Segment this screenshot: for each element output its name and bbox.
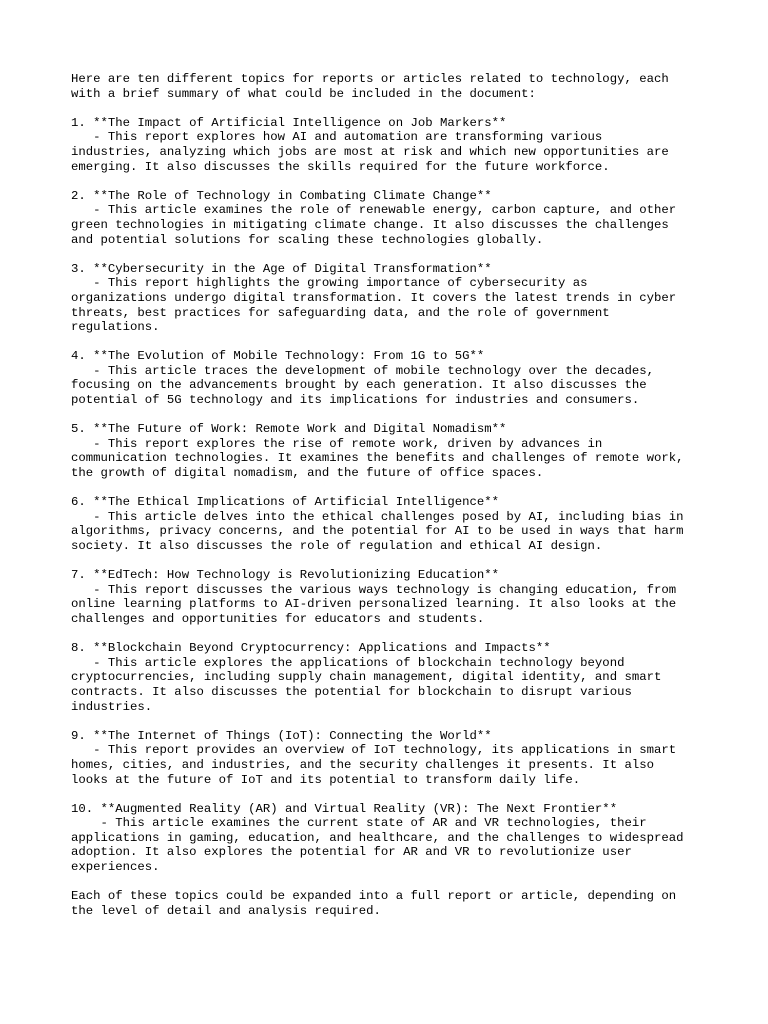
topic-item [71, 189, 711, 247]
topic-summary-line: the growth of digital nomadism, and the future of office spaces. [71, 466, 544, 481]
topic-summary-line: society. It also discusses the role of regulation and ethical AI design. [71, 539, 603, 553]
topic-summary-line: homes, cities, and industries, and the security challenges it presents. It also [71, 757, 654, 772]
topic-summary-line: adoption. It also explores the potential for AR and VR to revolutionize user [71, 845, 632, 860]
topic-summary-line: - This article examines the current state of AR and VR technologies, their [71, 816, 647, 831]
conclusion-line: the level of detail and analysis required. [71, 903, 381, 918]
topic-summary-line: looks at the future of IoT and its potential to transform daily life. [71, 772, 581, 787]
topic-summary-line: - This report explores the rise of remote work, driven by advances in [71, 436, 603, 451]
topic-summary-line: - This report highlights the growing importance of cybersecurity as [71, 276, 588, 291]
document-page [71, 72, 711, 918]
topic-summary-line: challenges and opportunities for educators and students. [71, 611, 485, 626]
topic-summary-line: - This article traces the development of mobile technology over the decades, [71, 363, 654, 378]
paragraph-gap [71, 627, 711, 642]
topic-summary-line: focusing on the advancements brought by each generation. It also discusses the [71, 378, 647, 393]
paragraph-gap [71, 247, 711, 262]
topic-summary-line: - This report explores how AI and automation are transforming various [71, 130, 603, 145]
topic-title: 5. **The Future of Work: Remote Work and Digital Nomadism** [71, 422, 507, 437]
topic-summary-line: cryptocurrencies, including supply chain management, digital identity, and smart [71, 670, 662, 685]
paragraph-gap [71, 481, 711, 496]
paragraph-gap [71, 554, 711, 569]
topic-summary-line: algorithms, privacy concerns, and the potential for AI to be used in ways that harm [71, 524, 684, 539]
paragraph-gap [71, 101, 711, 116]
topic-title: 1. **The Impact of Artificial Intelligence on Job Markers** [71, 115, 507, 130]
topic-summary-line: - This article explores the applications of blockchain technology beyond [71, 655, 625, 670]
topic-item [71, 802, 711, 875]
topic-summary-line: green technologies in mitigating climate change. It also discusses the challenges [71, 217, 669, 232]
topic-summary-line: experiences. [71, 860, 160, 875]
intro-line: with a brief summary of what could be included in the document: [71, 86, 536, 101]
topic-summary-line: emerging. It also discusses the skills required for the future workforce. [71, 159, 610, 174]
topic-summary-line: and potential solutions for scaling these technologies globally. [71, 232, 544, 247]
topic-title: 3. **Cybersecurity in the Age of Digital Transformation** [71, 261, 492, 276]
paragraph-gap [71, 174, 711, 189]
topic-title: 10. **Augmented Reality (AR) and Virtual Reality (VR): The Next Frontier** [71, 801, 618, 816]
topic-item [71, 568, 711, 626]
topic-summary-line: communication technologies. It examines the benefits and challenges of remote work, [71, 451, 684, 466]
paragraph-gap [71, 714, 711, 729]
topic-summary-line: threats, best practices for safeguarding data, and the role of government [71, 305, 610, 320]
topic-item [71, 495, 711, 553]
paragraph-gap [71, 408, 711, 423]
topic-summary-line: applications in gaming, education, and healthcare, and the challenges to widespread [71, 830, 684, 845]
topic-summary-line: industries, analyzing which jobs are most at risk and which new opportunities are [71, 144, 669, 159]
topic-item [71, 422, 711, 480]
topic-summary-line: organizations undergo digital transformation. It covers the latest trends in cyber [71, 290, 677, 305]
topic-summary-line: contracts. It also discusses the potential for blockchain to disrupt various [71, 684, 632, 699]
topic-summary-line: industries. [71, 699, 153, 714]
topic-summary-line: - This report discusses the various ways technology is changing education, from [71, 582, 677, 597]
topic-title: 8. **Blockchain Beyond Cryptocurrency: Applications and Impacts** [71, 641, 551, 656]
topic-summary-line: online learning platforms to AI-driven personalized learning. It also looks at the [71, 597, 677, 612]
topic-item [71, 349, 711, 407]
paragraph-gap [71, 875, 711, 890]
paragraph-gap [71, 335, 711, 350]
topic-item [71, 641, 711, 714]
topic-summary-line: - This article delves into the ethical challenges posed by AI, including bias in [71, 509, 684, 524]
conclusion-line: Each of these topics could be expanded into a full report or article, depending on [71, 889, 677, 904]
intro-line: Here are ten different topics for reports or articles related to technology, each [71, 72, 669, 86]
topic-item [71, 116, 711, 174]
topic-title: 2. **The Role of Technology in Combating Climate Change** [71, 188, 492, 203]
intro-paragraph [71, 72, 711, 101]
topic-item [71, 262, 711, 335]
topic-item [71, 729, 711, 787]
topic-title: 4. **The Evolution of Mobile Technology: From 1G to 5G** [71, 349, 485, 364]
conclusion-paragraph [71, 889, 711, 918]
paragraph-gap [71, 787, 711, 802]
topic-summary-line: - This report provides an overview of IoT technology, its applications in smart [71, 743, 677, 758]
topic-title: 6. **The Ethical Implications of Artificial Intelligence** [71, 495, 500, 510]
topic-title: 9. **The Internet of Things (IoT): Connecting the World** [71, 728, 492, 743]
topic-summary-line: regulations. [71, 320, 160, 335]
topic-summary-line: - This article examines the role of renewable energy, carbon capture, and other [71, 203, 677, 218]
topic-summary-line: potential of 5G technology and its implications for industries and consumers. [71, 393, 640, 408]
topic-title: 7. **EdTech: How Technology is Revolutionizing Education** [71, 568, 500, 583]
